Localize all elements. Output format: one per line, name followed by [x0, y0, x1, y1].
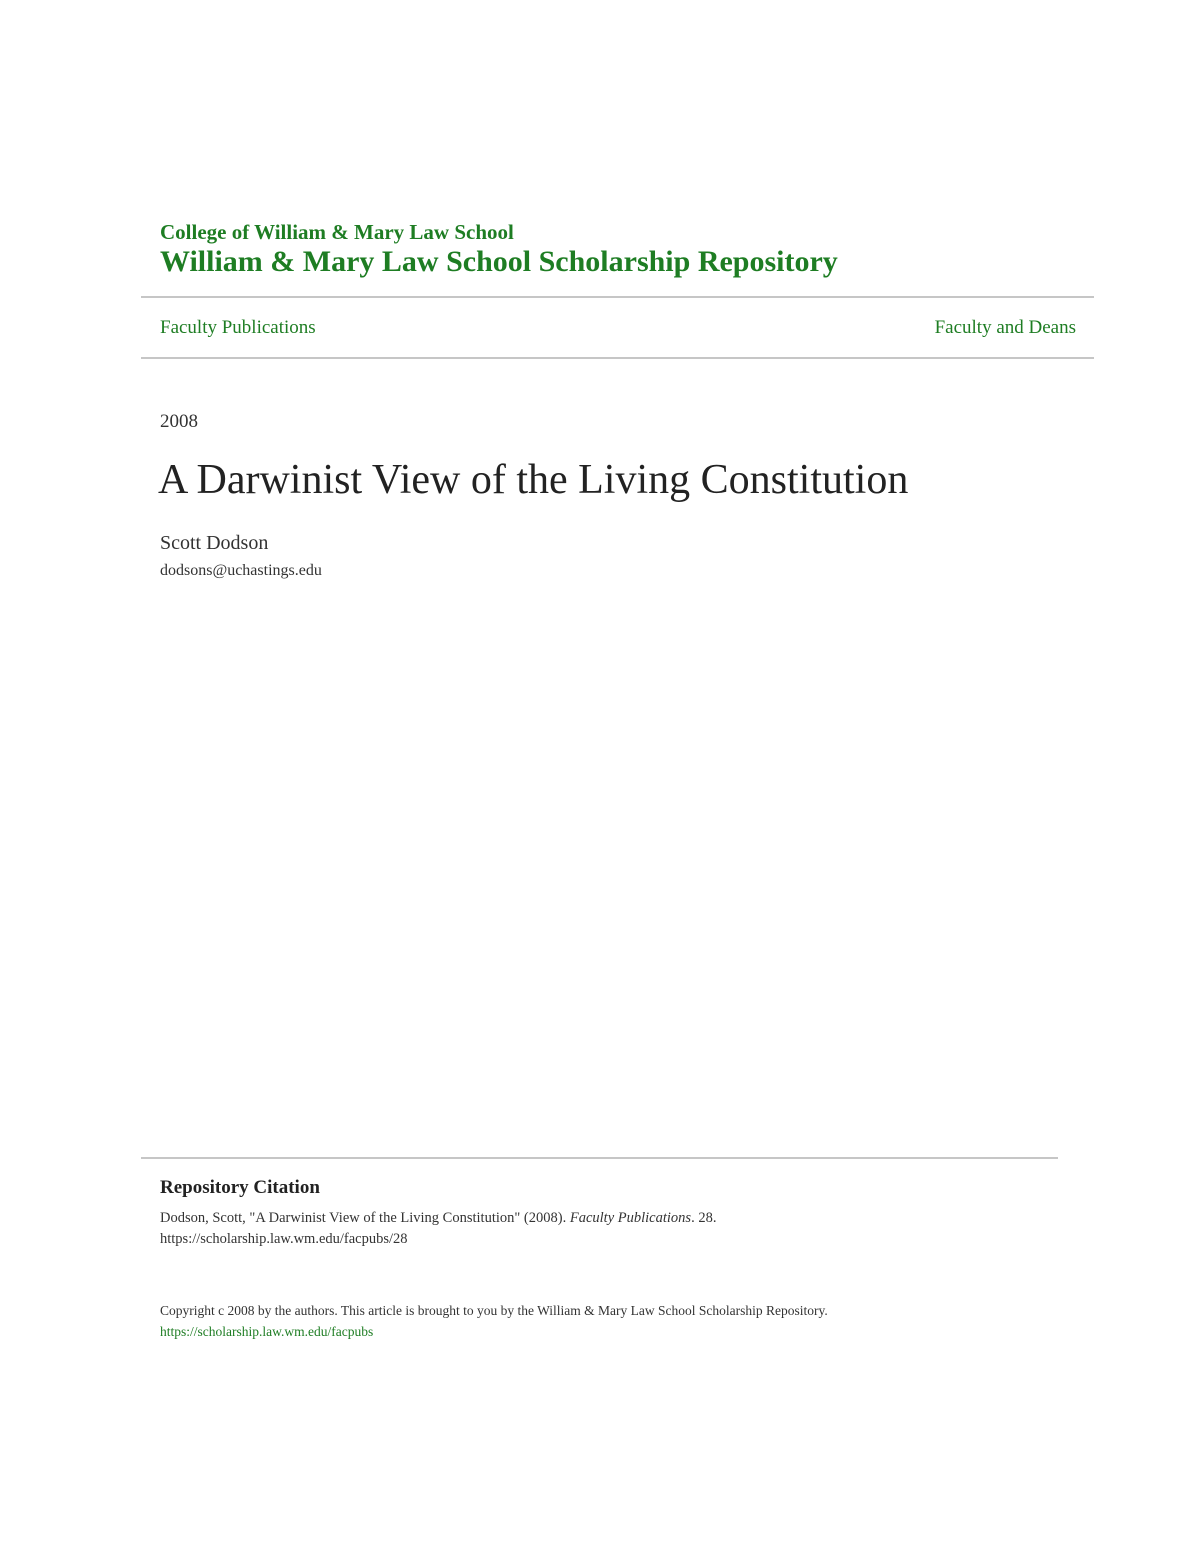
author-email: dodsons@uchastings.edu	[160, 562, 322, 579]
citation-text	[160, 1208, 1040, 1250]
citation-series: Faculty Publications	[569, 1210, 692, 1226]
copyright-text: Copyright c 2008 by the authors. This article is brought to you by the William & Mary Law School Scholarship Repository.	[160, 1303, 828, 1318]
publication-year: 2008	[160, 411, 198, 432]
faculty-and-deans-link[interactable]: Faculty and Deans	[934, 317, 1076, 338]
copyright-notice	[160, 1300, 1080, 1342]
nav-divider	[141, 357, 1094, 359]
article-title: A Darwinist View of the Living Constitution	[158, 457, 909, 503]
citation-suffix: . 28.	[691, 1210, 717, 1226]
citation-url: https://scholarship.law.wm.edu/facpubs/28	[160, 1231, 408, 1247]
citation-divider	[141, 1157, 1058, 1159]
faculty-publications-link[interactable]: Faculty Publications	[160, 317, 316, 338]
institution-name: College of William & Mary Law School	[160, 220, 514, 244]
repository-link[interactable]: https://scholarship.law.wm.edu/facpubs	[160, 1324, 374, 1339]
top-divider	[141, 296, 1094, 298]
citation-prefix: Dodson, Scott, "A Darwinist View of the Living Constitution" (2008).	[160, 1210, 570, 1226]
author-name: Scott Dodson	[160, 532, 269, 554]
citation-heading: Repository Citation	[160, 1177, 320, 1198]
repository-name[interactable]: William & Mary Law School Scholarship Repository	[160, 245, 838, 278]
